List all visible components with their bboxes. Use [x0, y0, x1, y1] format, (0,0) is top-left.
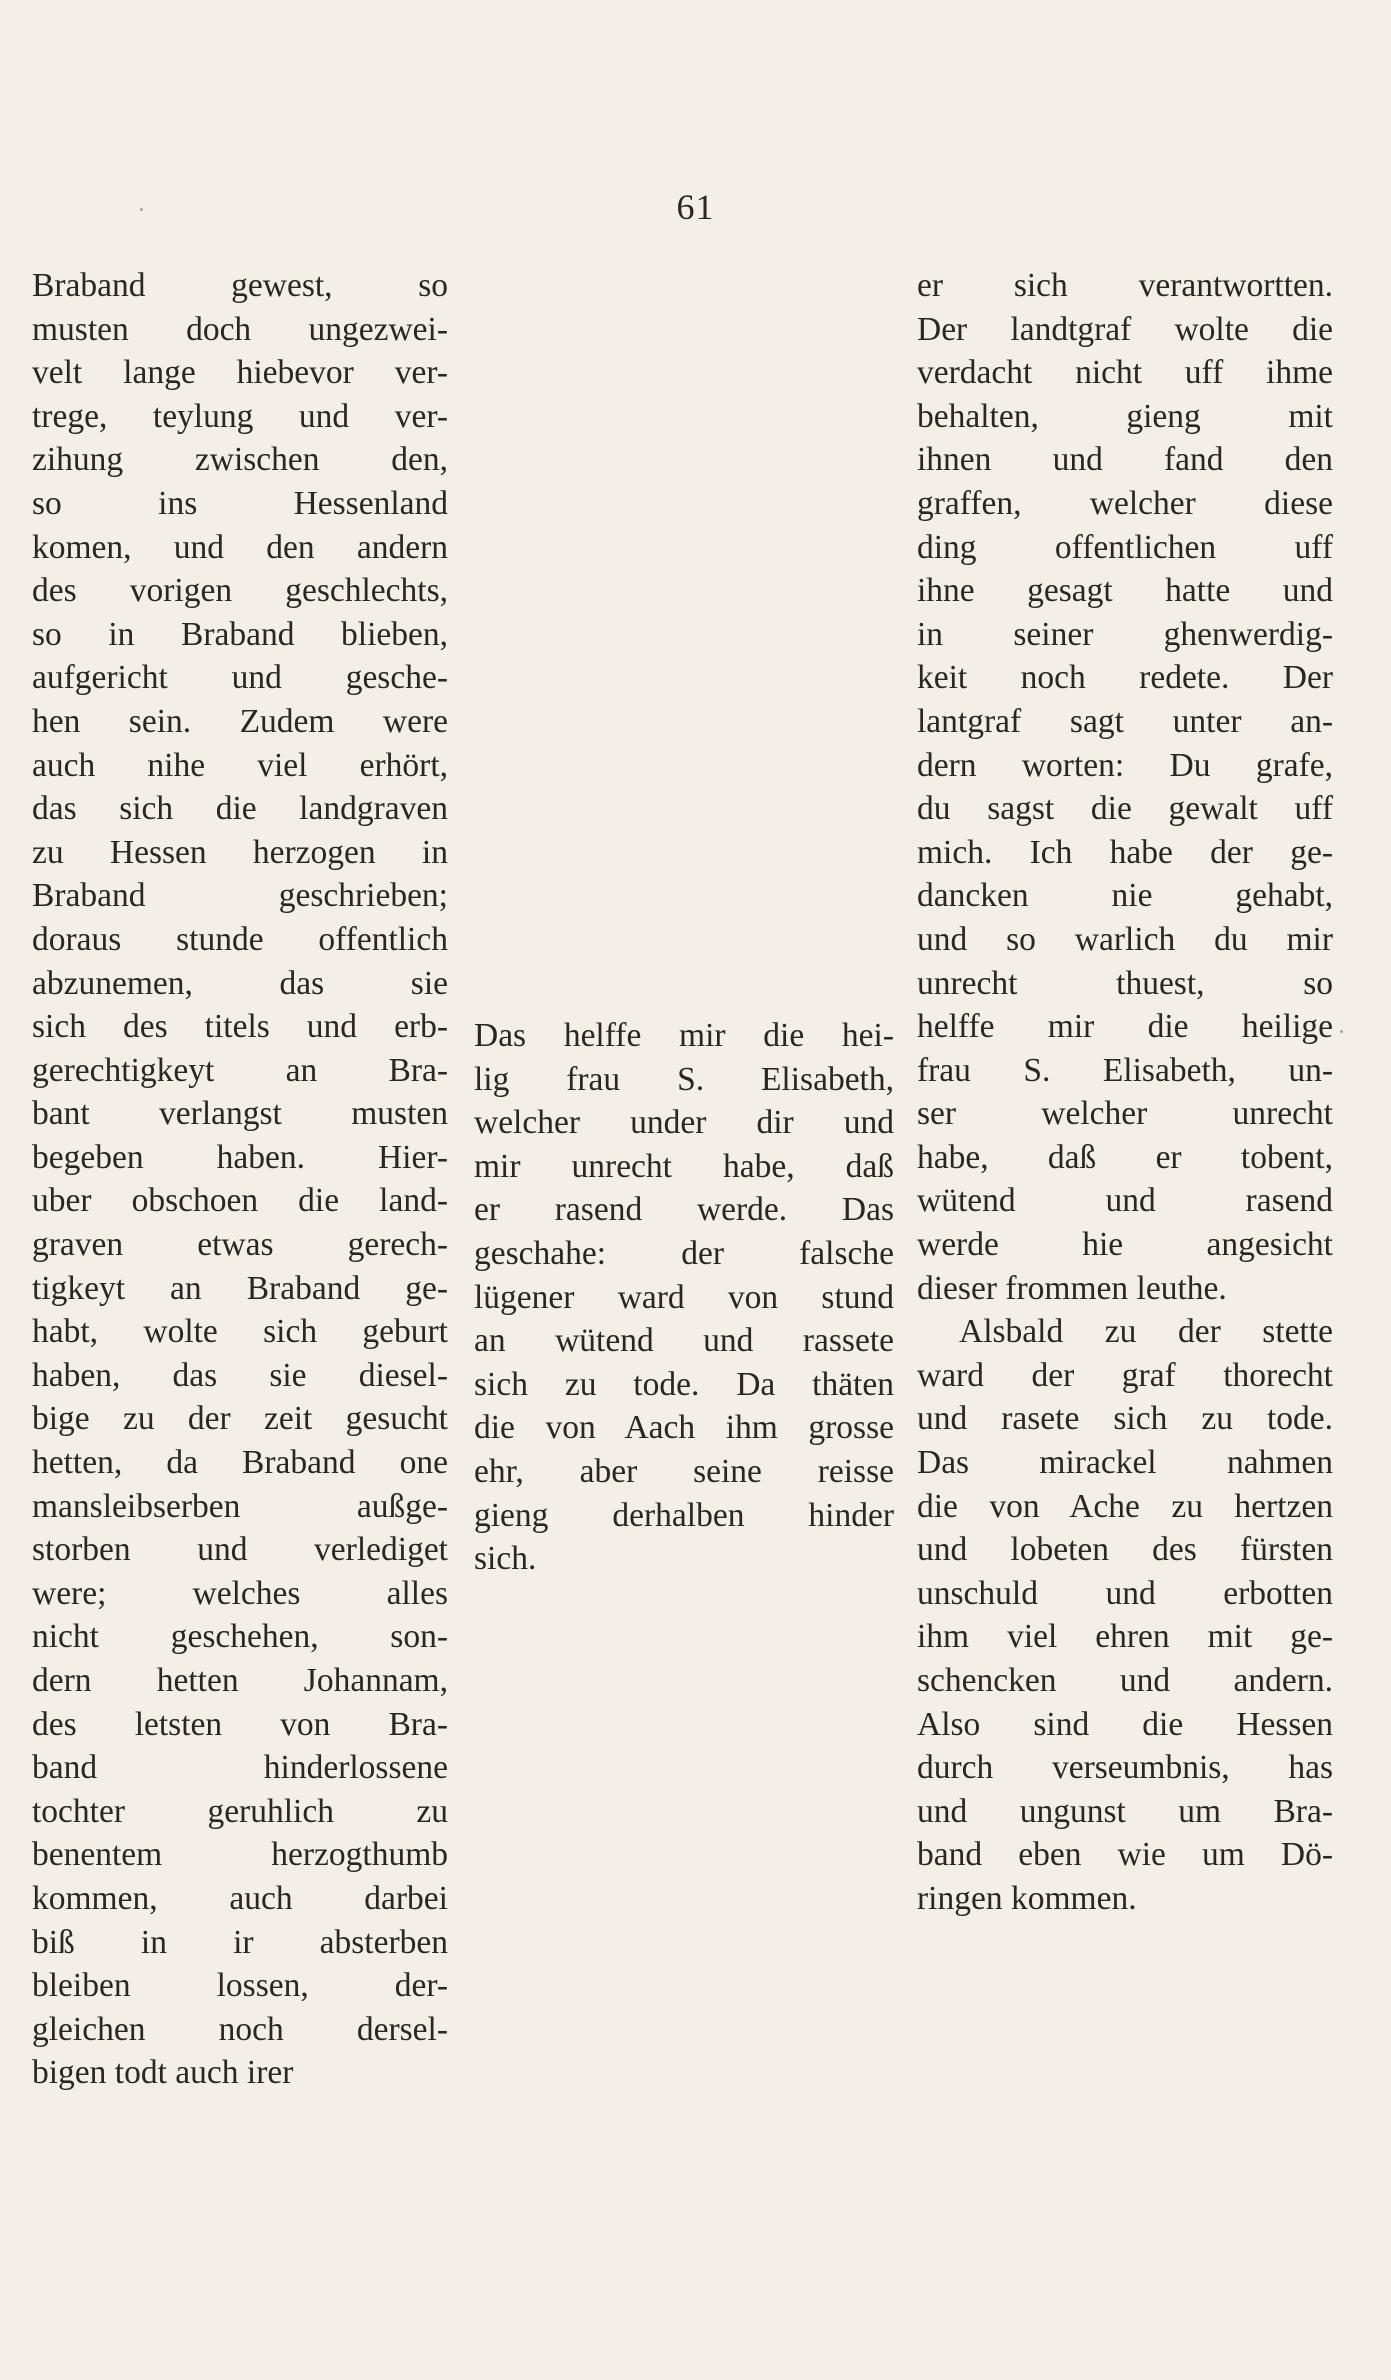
text-line: zu Hessen herzogen in — [32, 833, 448, 871]
text-line: haben, das sie diesel- — [32, 1356, 448, 1394]
text-column-right — [917, 264, 1333, 1921]
text-line: ihm viel ehren mit ge- — [917, 1618, 1333, 1656]
text-line: storben und verlediget — [32, 1531, 448, 1569]
text-line: Der landtgraf wolte die — [917, 310, 1333, 348]
text-line: hetten, da Braband one — [32, 1444, 448, 1482]
page-number: 61 — [676, 187, 715, 227]
text-column-middle — [474, 1014, 894, 1581]
text-line: mir unrecht habe, daß — [474, 1147, 894, 1185]
text-line: hen sein. Zudem were — [32, 702, 448, 740]
text-line: helffe mir die heilige — [917, 1008, 1333, 1046]
text-line: mansleibserben außge- — [32, 1487, 448, 1525]
text-line: ding offentlichen uff — [917, 528, 1333, 566]
text-line: habe, daß er tobent, — [917, 1138, 1333, 1176]
text-line: Alsbald zu der stette — [959, 1313, 1333, 1351]
text-line: an wütend und rassete — [474, 1322, 894, 1360]
text-line: in seiner ghenwerdig- — [917, 615, 1333, 653]
text-line: und so warlich du mir — [917, 920, 1333, 958]
text-line: band hinderlossene — [32, 1749, 448, 1787]
text-line: benentem herzogthumb — [32, 1836, 448, 1874]
text-line: sich. — [474, 1540, 537, 1578]
text-line: dancken nie gehabt, — [917, 877, 1333, 915]
text-column-left — [32, 264, 448, 2095]
text-line: mich. Ich habe der ge- — [917, 833, 1333, 871]
text-line: dern worten: Du grafe, — [917, 746, 1333, 784]
text-line: und rasete sich zu tode. — [917, 1400, 1333, 1438]
text-line: bigen todt auch irer — [32, 2054, 294, 2092]
text-line: velt lange hiebevor ver- — [32, 354, 448, 392]
text-line: schencken und andern. — [917, 1662, 1333, 1699]
text-line: welcher under dir und — [474, 1104, 894, 1142]
text-line: so in Braband blieben, — [32, 615, 448, 653]
text-line: das sich die landgraven — [32, 790, 448, 828]
text-line: zihung zwischen den, — [32, 441, 448, 479]
text-line: die von Ache zu hertzen — [917, 1487, 1333, 1525]
text-line: so ins Hessenland — [32, 484, 448, 522]
text-line: komen, und den andern — [32, 528, 448, 566]
text-line: gieng derhalben hinder — [474, 1496, 894, 1534]
text-line: sich des titels und erb- — [32, 1008, 448, 1046]
text-line: gleichen noch dersel- — [32, 2010, 448, 2048]
text-line: und ungunst um Bra- — [917, 1792, 1333, 1830]
text-line: tigkeyt an Braband ge- — [32, 1269, 448, 1307]
text-line: Das mirackel nahmen — [917, 1444, 1333, 1482]
text-line: werde hie angesicht — [917, 1226, 1333, 1264]
text-line: verdacht nicht uff ihme — [917, 354, 1333, 392]
text-line: ehr, aber seine reisse — [474, 1452, 894, 1490]
text-line: ward der graf thorecht — [917, 1356, 1333, 1394]
text-line: aufgericht und gesche- — [32, 659, 448, 697]
text-line: nicht geschehen, son- — [32, 1618, 448, 1656]
text-line: ihne gesagt hatte und — [917, 572, 1333, 610]
text-line: und lobeten des fürsten — [917, 1531, 1333, 1569]
text-line: des letsten von Bra- — [32, 1705, 448, 1743]
text-line: Braband gewest, so — [32, 267, 448, 304]
text-line: musten doch ungezwei- — [32, 310, 448, 348]
text-line: gerechtigkeyt an Bra- — [32, 1051, 448, 1089]
text-line: sich zu tode. Da thäten — [474, 1365, 894, 1403]
text-line: lügener ward von stund — [474, 1278, 894, 1316]
text-line: behalten, gieng mit — [917, 397, 1333, 435]
text-line: were; welches alles — [32, 1574, 448, 1612]
text-line: habt, wolte sich geburt — [32, 1313, 448, 1351]
text-line: wütend und rasend — [917, 1182, 1333, 1220]
text-line: begeben haben. Hier- — [32, 1138, 448, 1176]
paper-speck — [1340, 1030, 1343, 1033]
text-line: ser welcher unrecht — [917, 1095, 1333, 1133]
text-line: frau S. Elisabeth, un- — [917, 1051, 1333, 1089]
text-line: unrecht thuest, so — [917, 964, 1333, 1002]
text-line: keit noch redete. Der — [917, 659, 1333, 697]
text-line: des vorigen geschlechts, — [32, 572, 448, 610]
text-line: er sich verantwortten. — [917, 267, 1333, 304]
text-line: graven etwas gerech- — [32, 1226, 448, 1264]
text-line: Das helffe mir die hei- — [474, 1017, 894, 1054]
text-line: er rasend werde. Das — [474, 1191, 894, 1229]
text-line: bige zu der zeit gesucht — [32, 1400, 448, 1438]
text-line: unschuld und erbotten — [917, 1574, 1333, 1612]
text-line: du sagst die gewalt uff — [917, 790, 1333, 828]
text-line: abzunemen, das sie — [32, 964, 448, 1002]
text-line: geschahe: der falsche — [474, 1234, 894, 1272]
text-line: biß in ir absterben — [32, 1923, 448, 1961]
text-line: lig frau S. Elisabeth, — [474, 1060, 894, 1098]
text-line: graffen, welcher diese — [917, 484, 1333, 522]
text-line: kommen, auch darbei — [32, 1879, 448, 1917]
text-line: band eben wie um Dö- — [917, 1836, 1333, 1874]
text-line: uber obschoen die land- — [32, 1182, 448, 1220]
text-line: durch verseumbnis, has — [917, 1749, 1333, 1787]
text-line: Also sind die Hessen — [917, 1705, 1333, 1743]
text-line: Braband geschrieben; — [32, 877, 448, 915]
text-line: die von Aach ihm grosse — [474, 1409, 894, 1447]
text-line: trege, teylung und ver- — [32, 397, 448, 435]
text-line: bleiben lossen, der- — [32, 1967, 448, 2005]
text-line: ihnen und fand den — [917, 441, 1333, 479]
text-line: bant verlangst musten — [32, 1095, 448, 1133]
text-line: auch nihe viel erhört, — [32, 746, 448, 784]
text-line: ringen kommen. — [917, 1879, 1137, 1917]
paper-speck — [140, 208, 143, 211]
text-line: dern hetten Johannam, — [32, 1662, 448, 1699]
text-line: lantgraf sagt unter an- — [917, 702, 1333, 740]
text-line: tochter geruhlich zu — [32, 1792, 448, 1830]
text-line: dieser frommen leuthe. — [917, 1269, 1227, 1307]
text-line: doraus stunde offentlich — [32, 920, 448, 958]
